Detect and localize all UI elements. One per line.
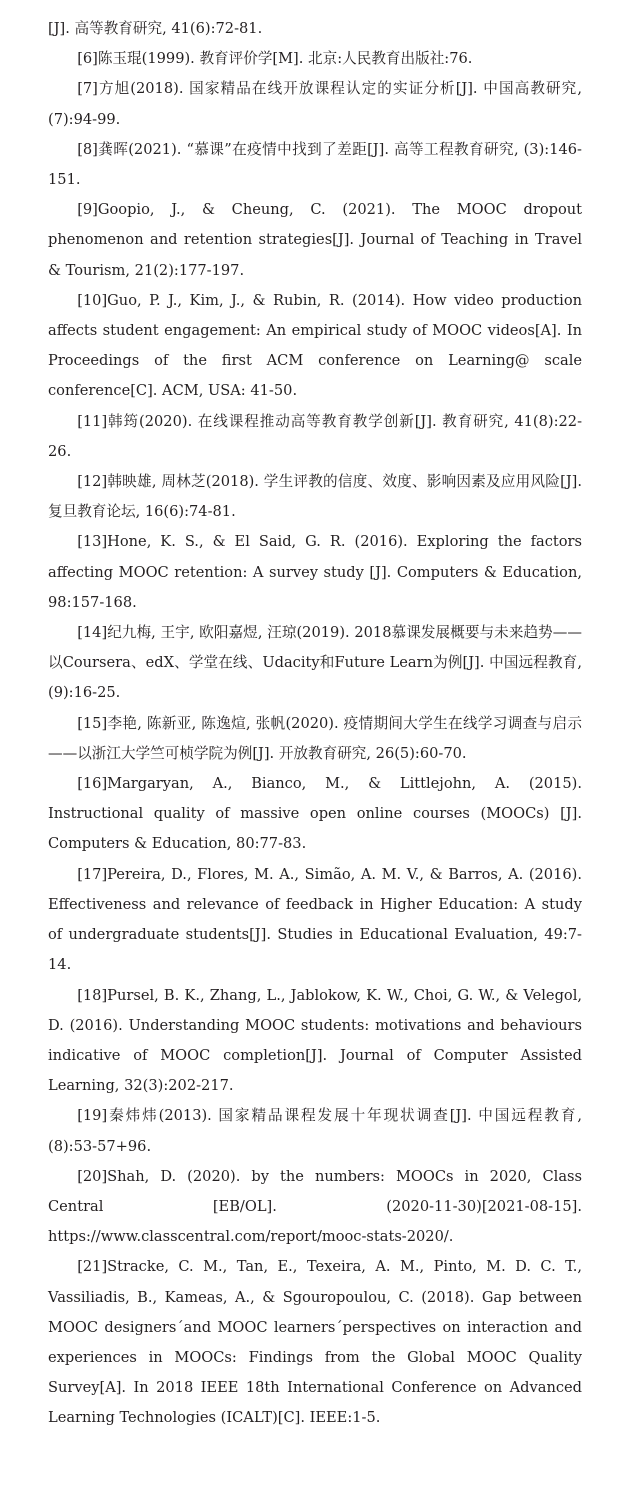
reference-entry-7: [7]方旭(2018). 国家精品在线开放课程认定的实证分析[J]. 中国高教研究, (7):94-99. <box>48 80 582 128</box>
reference-entry-16: [16]Margaryan, A., Bianco, M., & Littlejohn, A. (2015). Instructional quality of massive open online courses (MOOCs) [J]. Computers & Education, 80:77-83. <box>48 775 582 853</box>
reference-entry-21: [21]Stracke, C. M., Tan, E., Texeira, A. M., Pinto, M. D. C. T., Vassiliadis, B., Kameas, A., & Sgouropoulou, C. (2018). Gap between MOOC designers´and MOOC learners´perspectives on interaction and experiences in MOOCs: Findings from the Global MOOC Quality Survey[A]. In 2018 IEEE 18th International Conference on Advanced Learning Technologies (ICALT)[C]. IEEE:1-5. <box>48 1258 582 1427</box>
reference-entry-15: [15]李艳, 陈新亚, 陈逸煊, 张帆(2020). 疫情期间大学生在线学习调查与启示——以浙江大学竺可桢学院为例[J]. 开放教育研究, 26(5):60-70. <box>48 714 582 762</box>
reference-entry-9: [9]Goopio, J., & Cheung, C. (2021). The MOOC dropout phenomenon and retention strategies[J]. Journal of Teaching in Travel & Tourism, 21(2):177-197. <box>48 201 582 279</box>
reference-entry-12: [12]韩映雄, 周林芝(2018). 学生评教的信度、效度、影响因素及应用风险[J]. 复旦教育论坛, 16(6):74-81. <box>48 473 582 521</box>
reference-entry-20: [20]Shah, D. (2020). by the numbers: MOOCs in 2020, Class Central [EB/OL]. (2020-11-30)[2021-08-15]. https://www.classcentral.com/report/mooc-stats-2020/. <box>48 1167 582 1246</box>
reference-entry-13: [13]Hone, K. S., & El Said, G. R. (2016). Exploring the factors affecting MOOC retention: A survey study [J]. Computers & Education, 98:157-168. <box>48 533 582 611</box>
reference-entry-14: [14]纪九梅, 王宇, 欧阳嘉煜, 汪琼(2019). 2018慕课发展概要与未来趋势——以Coursera、edX、学堂在线、Udacity和Future Learn为例[J]. 中国远程教育, (9):16-25. <box>48 624 582 702</box>
reference-entry-19: [19]秦炜炜(2013). 国家精品课程发展十年现状调查[J]. 中国远程教育, (8):53-57+96. <box>48 1107 582 1155</box>
reference-entry-18: [18]Pursel, B. K., Zhang, L., Jablokow, K. W., Choi, G. W., & Velegol, D. (2016). Understanding MOOC students: motivations and behaviours indicative of MOOC completion[J]. Journal of Computer Assisted Learning, 32(3):202-217. <box>48 986 582 1095</box>
reference-entry-17: [17]Pereira, D., Flores, M. A., Simão, A. M. V., & Barros, A. (2016). Effectiveness and relevance of feedback in Higher Education: A study of undergraduate students[J]. Studies in Educational Evaluation, 49:7-14. <box>48 865 582 974</box>
reference-entry-6: [6]陈玉琨(1999). 教育评价学[M]. 北京:人民教育出版社:76. <box>77 50 473 68</box>
reference-entry-11: [11]韩筠(2020). 在线课程推动高等教育教学创新[J]. 教育研究, 41(8):22-26. <box>48 412 582 460</box>
reference-entry-10: [10]Guo, P. J., Kim, J., & Rubin, R. (2014). How video production affects student engagement: An empirical study of MOOC videos[A]. In Proceedings of the first ACM conference on Learning@ scale conference[C]. ACM, USA: 41-50. <box>48 291 582 400</box>
reference-entry-8: [8]龚晖(2021). “慕课”在疫情中找到了差距[J]. 高等工程教育研究, (3):146-151. <box>48 140 582 189</box>
reference-entry-5-continued: [J]. 高等教育研究, 41(6):72-81. <box>48 20 263 37</box>
reference-list <box>48 14 582 1434</box>
